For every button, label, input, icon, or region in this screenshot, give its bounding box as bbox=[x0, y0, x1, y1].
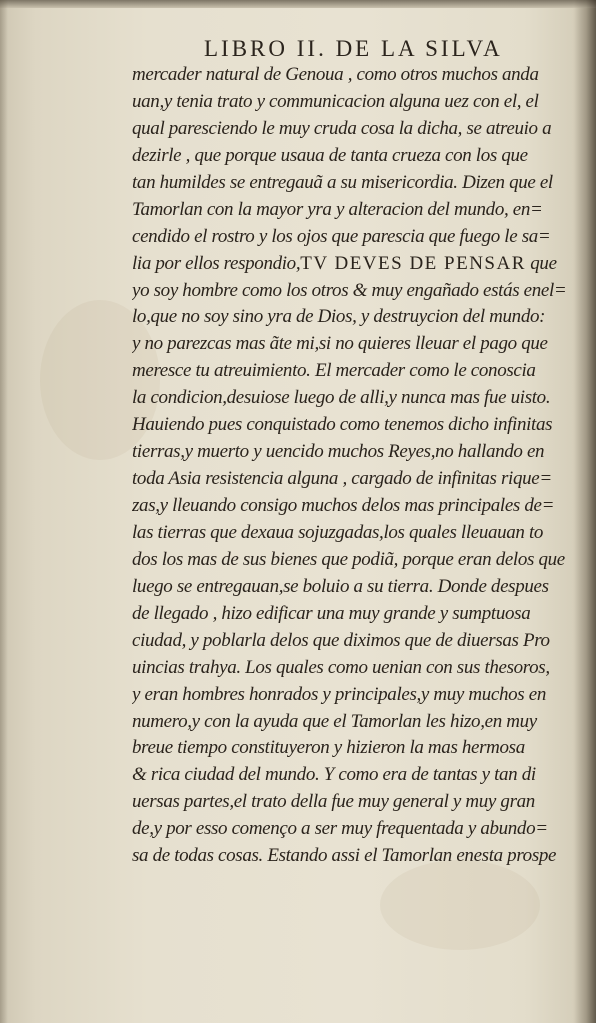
small-caps-phrase: TV DEVES DE PENSAR bbox=[300, 252, 526, 274]
text-line: uincias trahya. Los quales como uenian con sus thesoros, bbox=[132, 656, 550, 678]
text-line: Tamorlan con la mayor yra y alteracion del mundo, en= bbox=[132, 198, 543, 220]
text-line: dezirle , que porque usaua de tanta crueza con los que bbox=[132, 144, 528, 166]
page-top-edge bbox=[0, 0, 596, 8]
text-block bbox=[132, 62, 584, 870]
page-left-edge bbox=[0, 0, 8, 1023]
text-line: tan humildes se entregauã a su misericordia. Dizen que el bbox=[132, 171, 553, 193]
text-line: cendido el rostro y los ojos que parescia que fuego le sa= bbox=[132, 225, 551, 247]
text-line: ciudad, y poblarla delos que diximos que de diuersas Pro bbox=[132, 629, 550, 651]
text-line: y eran hombres honrados y principales,y muy muchos en bbox=[132, 683, 546, 705]
text-line: de,y por esso començo a ser muy frequentada y abundo= bbox=[132, 818, 548, 840]
text-line: tierras,y muerto y uencido muchos Reyes,no hallando en bbox=[132, 441, 545, 463]
text-line: las tierras que dexaua sojuzgadas,los quales lleuauan to bbox=[132, 521, 544, 543]
text-line: sa de todas cosas. Estando assi el Tamorlan enesta prospe bbox=[132, 845, 557, 867]
text-line: luego se entregauan,se boluio a su tierra. Donde despues bbox=[132, 575, 549, 597]
text-line: Hauiendo pues conquistado como tenemos dicho infinitas bbox=[132, 414, 553, 436]
text-line: & rica ciudad del mundo. Y como era de tantas y tan di bbox=[132, 764, 536, 786]
text-line: y no parezcas mas ãte mi,si no quieres lleuar el pago que bbox=[132, 333, 548, 355]
running-head: LIBRO II. DE LA SILVA bbox=[204, 36, 503, 61]
text-line: lo,que no soy sino yra de Dios, y destruycion del mundo: bbox=[132, 306, 546, 328]
text-line: lia por ellos respondio,TV DEVES DE PENSAR que bbox=[132, 252, 557, 274]
text-line: zas,y lleuando consigo muchos delos mas principales de= bbox=[132, 495, 555, 516]
text-line: uersas partes,el trato della fue muy general y muy gran bbox=[132, 791, 535, 813]
text-line: qual paresciendo le muy cruda cosa la dicha, se atreuio a bbox=[132, 117, 552, 139]
text-line: dos los mas de sus bienes que podiã, porque eran delos que bbox=[132, 548, 565, 570]
text-line: meresce tu atreuimiento. El mercader como le conoscia bbox=[132, 360, 536, 382]
binding-shadow bbox=[574, 0, 596, 1023]
text-line: breue tiempo constituyeron y hizieron la mas hermosa bbox=[132, 737, 525, 759]
text-line: de llegado , hizo edificar una muy grande y sumptuosa bbox=[132, 602, 531, 624]
text-line: toda Asia resistencia alguna , cargado de infinitas rique= bbox=[132, 468, 552, 490]
text-line: uan,y tenia trato y communicacion alguna uez con el, el bbox=[132, 90, 539, 112]
text-line: numero,y con la ayuda que el Tamorlan les hizo,en muy bbox=[132, 710, 537, 732]
text-line: yo soy hombre como los otros & muy engañado estás enel= bbox=[132, 279, 567, 301]
text-line: mercader natural de Genoua , como otros muchos anda bbox=[132, 64, 539, 85]
text-line: la condicion,desuiose luego de alli,y nunca mas fue uisto. bbox=[132, 387, 551, 409]
paper-stain bbox=[380, 860, 540, 950]
